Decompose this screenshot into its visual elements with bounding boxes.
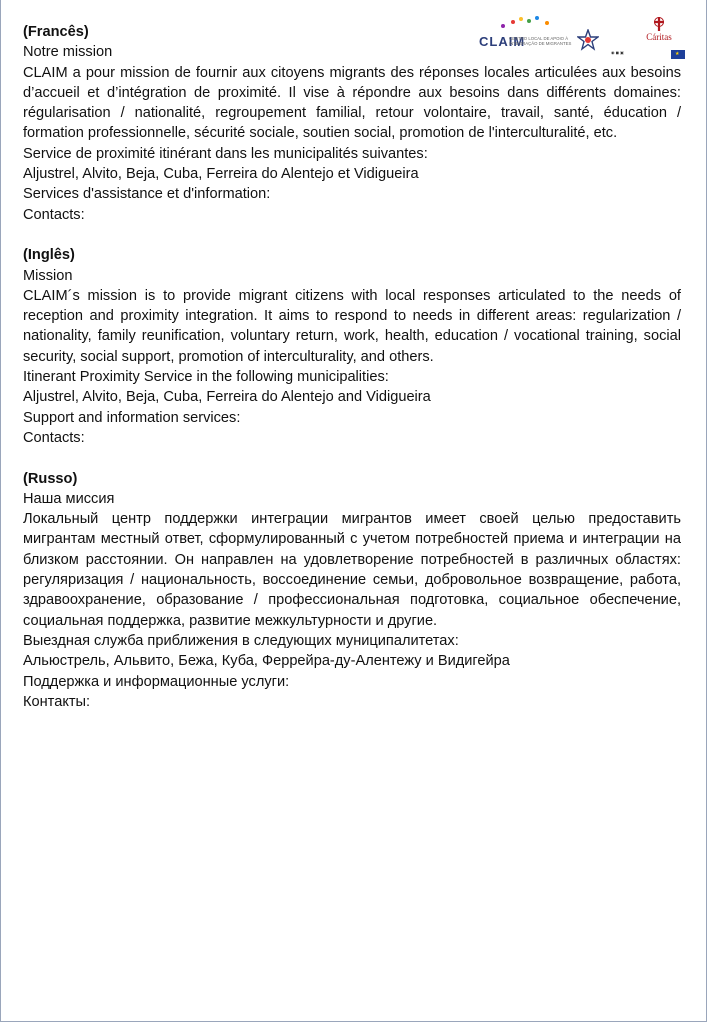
- claim-dot: [519, 17, 523, 21]
- assistance-label: Services d'assistance et d'information:: [23, 186, 271, 203]
- section-title: Наша миссия: [23, 490, 115, 507]
- mission-paragraph: CLAIM a pour mission de fournir aux citoyens migrants des réponses locales articulées aux besoins d’accueil et d’intégration de proximité. Il vise à répondre aux besoins dans différents domaines: régularisation / nationalité, regroupement familial, retour volontaire, travail, santé, éducation / formation professionnelle, sécurité sociale, soutien social, promotion de l'interculturalité, etc.: [23, 64, 681, 142]
- contacts-label: Contacts:: [23, 429, 85, 446]
- section-french: [23, 22, 681, 225]
- claim-dot: [535, 16, 539, 20]
- section-russian: [23, 469, 681, 713]
- contacts-label: Контакты:: [23, 693, 91, 710]
- municipalities-list: Aljustrel, Alvito, Beja, Cuba, Ferreira do Alentejo et Vidigueira: [23, 166, 419, 183]
- service-label: Itinerant Proximity Service in the following municipalities:: [23, 369, 389, 386]
- caritas-name: Cáritas: [646, 32, 672, 42]
- service-label: Выездная служба приближения в следующих муниципалитетах:: [23, 632, 459, 649]
- section-heading: (Inglês): [23, 247, 75, 264]
- mission-paragraph: CLAIM´s mission is to provide migrant citizens with local responses articulated to the needs of reception and proximity integration. It aims to respond to needs in different areas: regularization / nationality, family reunification, voluntary return, work, health, education / vocational training, social security, social support, promotion of interculturality, and others.: [23, 287, 681, 365]
- section-english: [23, 245, 681, 448]
- municipalities-list: Альюстрель, Альвито, Бежа, Куба, Феррейра-ду-Алентежу и Видигейра: [23, 653, 510, 670]
- municipalities-list: Aljustrel, Alvito, Beja, Cuba, Ferreira do Alentejo and Vidigueira: [23, 389, 431, 406]
- mission-paragraph: Локальный центр поддержки интеграции мигрантов имеет своей целью предоставить мигрантам местный ответ, сформулированный с учетом потребностей приема и интеграции на близком расстоянии. Он направлен на удовлетворение потребностей в различных областях: регуляризация / национальность, воссоединение семьи, добровольное возвращение, работа, здравоохранение, образование / профессиональная подготовка, социальное обеспечение, социальная поддержка, развитие межкультурности и другие.: [23, 511, 681, 629]
- assistance-label: Поддержка и информационные услуги:: [23, 673, 290, 690]
- document-content: [23, 22, 681, 712]
- section-title: Mission: [23, 267, 73, 284]
- contacts-label: Contacts:: [23, 206, 85, 223]
- claim-subtitle: CENTRO LOCAL DE APOIO À INTEGRAÇÃO DE MIGRANTES: [509, 36, 572, 46]
- assistance-label: Support and information services:: [23, 409, 241, 426]
- claim-logo: CLAIM: [479, 34, 526, 49]
- eu-flag-icon: ★: [671, 50, 685, 59]
- section-title: Notre mission: [23, 44, 113, 61]
- section-heading: (Francês): [23, 24, 89, 40]
- section-heading: (Russo): [23, 470, 78, 487]
- partner-logos-icon: ◉ ◼ ▣: [611, 50, 624, 55]
- service-label: Service de proximité itinérant dans les municipalités suivantes:: [23, 145, 428, 162]
